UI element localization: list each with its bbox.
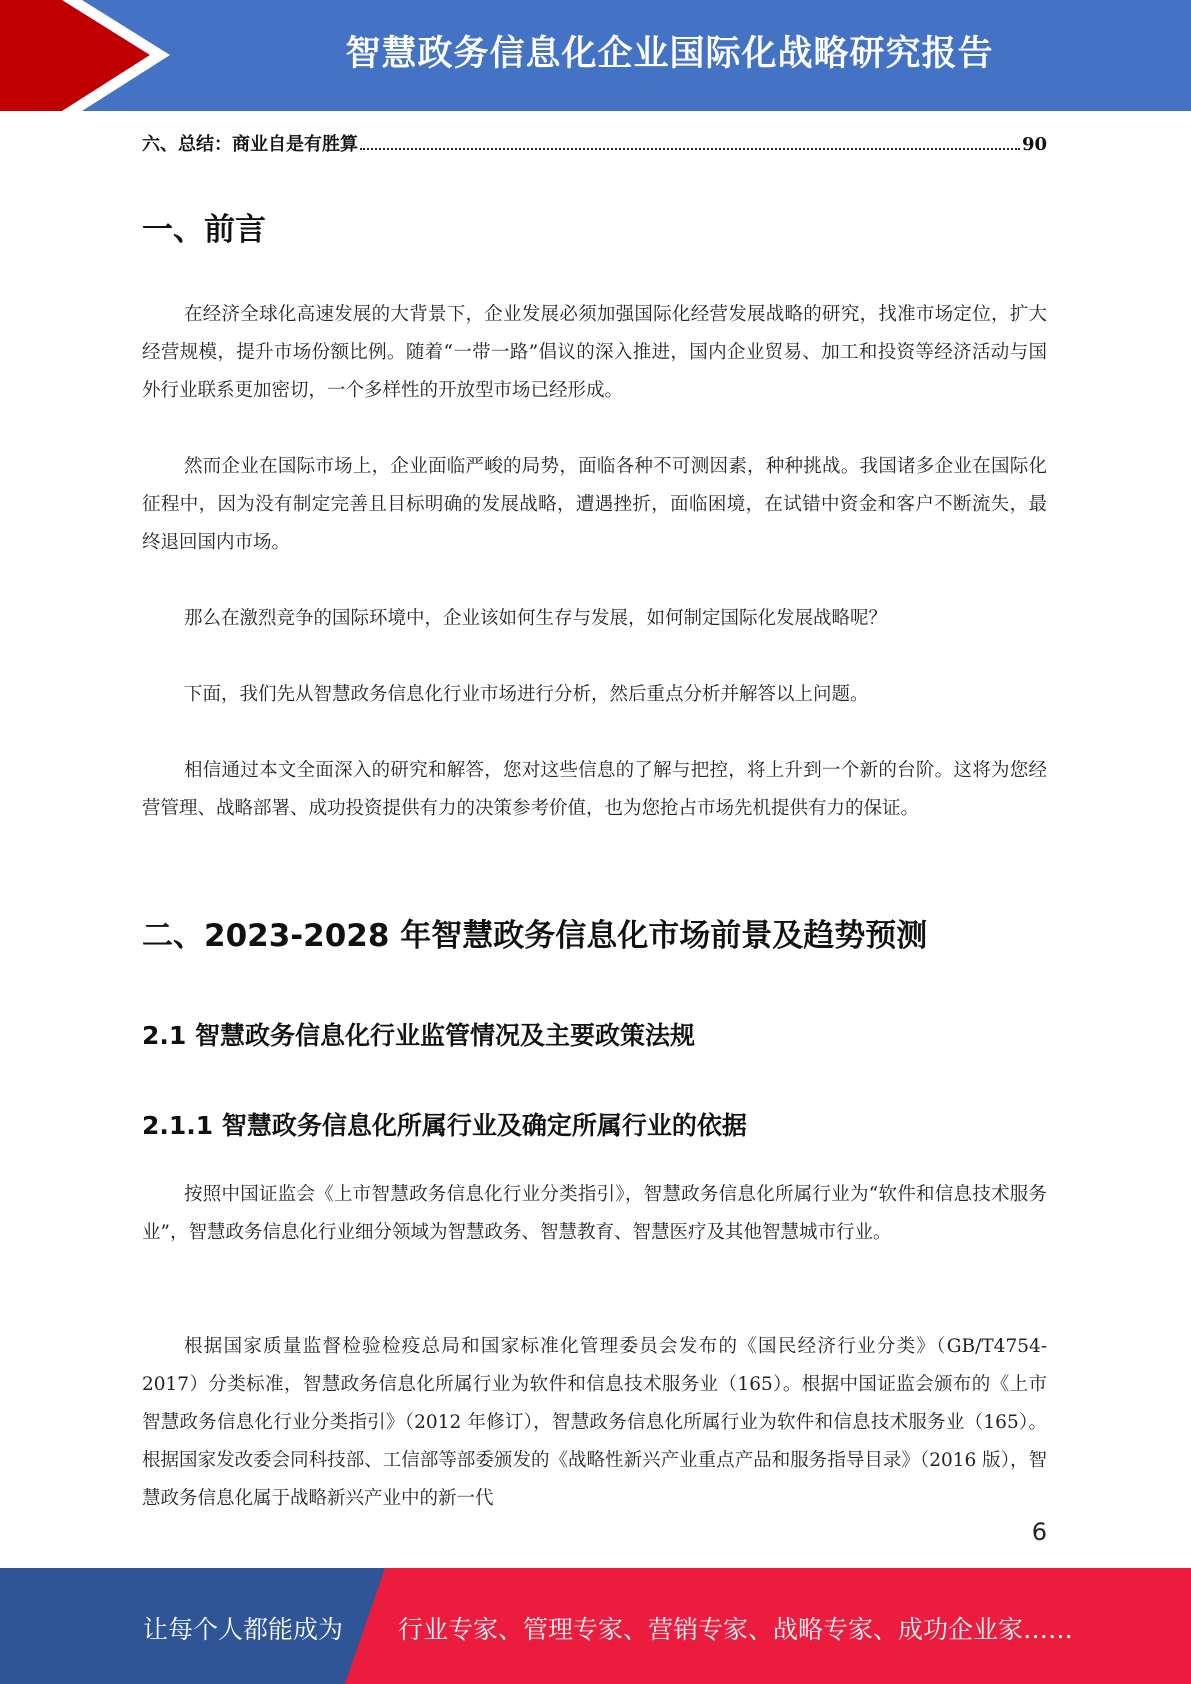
- heading-2-1-1: 2.1.1 智慧政务信息化所属行业及确定所属行业的依据: [142, 1111, 747, 1140]
- page-footer: [0, 1568, 1191, 1684]
- footer-slogan-right: 行业专家、管理专家、营销专家、战略专家、成功企业家……: [398, 1615, 1074, 1644]
- toc-entry-label: 六、总结：商业自是有胜算: [142, 134, 358, 155]
- paragraph: 相信通过本文全面深入的研究和解答，您对这些信息的了解与把控，将上升到一个新的台阶。这将为您经营管理、战略部署、成功投资提供有力的决策参考价值，也为您抢占市场先机提供有力的保证。: [142, 760, 1047, 819]
- footer-slogan-left: 让每个人都能成为: [143, 1615, 344, 1644]
- paragraph: 然而企业在国际市场上，企业面临严峻的局势，面临各种不可测因素，种种挑战。我国诸多企业在国际化征程中，因为没有制定完善且目标明确的发展战略，遭遇挫折，面临困境，在试错中资金和客户不断流失，最终退回国内市场。: [142, 456, 1047, 553]
- heading-section-2: 二、2023-2028 年智慧政务信息化市场前景及趋势预测: [142, 918, 928, 954]
- toc-entry-page: 90: [1021, 134, 1047, 155]
- heading-intro: 一、前言: [142, 212, 266, 248]
- report-title: 智慧政务信息化企业国际化战略研究报告: [345, 34, 994, 74]
- paragraph: 那么在激烈竞争的国际环境中，企业该如何生存与发展，如何制定国际化发展战略呢？: [184, 608, 888, 629]
- paragraph: 下面，我们先从智慧政务信息化行业市场进行分析，然后重点分析并解答以上问题。: [184, 684, 869, 705]
- heading-2-1: 2.1 智慧政务信息化行业监管情况及主要政策法规: [142, 1021, 695, 1050]
- toc-leader-dots: [360, 148, 1020, 150]
- toc-entry[interactable]: [142, 130, 1047, 156]
- page-header: [0, 0, 1191, 111]
- paragraph: 在经济全球化高速发展的大背景下，企业发展必须加强国际化经营发展战略的研究，找准市场定位，扩大经营规模，提升市场份额比例。随着“一带一路”倡议的深入推进，国内企业贸易、加工和投资等经济活动与国外行业联系更加密切，一个多样性的开放型市场已经形成。: [142, 304, 1047, 401]
- paragraph: 根据国家质量监督检验检疫总局和国家标准化管理委员会发布的《国民经济行业分类》（GB/T4754-2017）分类标准，智慧政务信息化所属行业为软件和信息技术服务业（165）。根据中国证监会颁布的《上市智慧政务信息化行业分类指引》（2012 年修订），智慧政务信息化所属行业为软件和信息技术服务业（165）。根据国家发改委会同科技部、工信部等部委颁发的《战略性新兴产业重点产品和服务指导目录》（2016 版），智慧政务信息化属于战略新兴产业中的新一代: [142, 1336, 1047, 1509]
- paragraph: 按照中国证监会《上市智慧政务信息化行业分类指引》，智慧政务信息化所属行业为“软件和信息技术服务业”，智慧政务信息化行业细分领域为智慧政务、智慧教育、智慧医疗及其他智慧城市行业。: [142, 1184, 1047, 1243]
- page-number: 6: [1031, 1518, 1047, 1546]
